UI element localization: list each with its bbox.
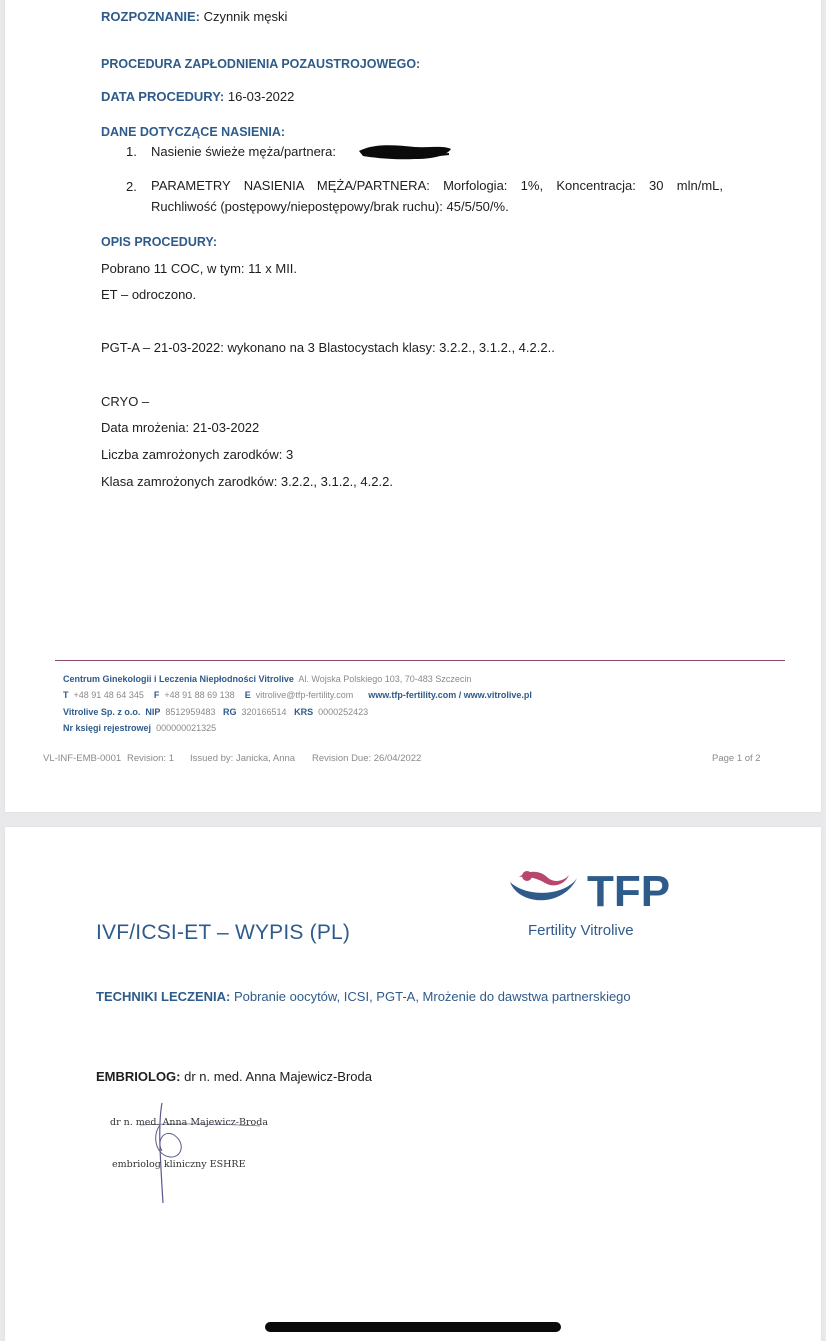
- description-line: Liczba zamrożonych zarodków: 3: [101, 447, 294, 462]
- footer-nip-label: NIP: [145, 707, 161, 717]
- footer-line-3: [63, 706, 368, 718]
- page-number: Page 1 of 2: [712, 753, 761, 764]
- document-revision-due: Revision Due: 26/04/2022: [312, 753, 422, 764]
- semen-heading: DANE DOTYCZĄCE NASIENIA:: [101, 125, 286, 139]
- footer-rg-label: RG: [222, 707, 237, 717]
- document-page-1: [5, 0, 821, 812]
- footer-company: Vitrolive Sp. z o.o.: [63, 707, 141, 717]
- redaction-scribble: [355, 141, 455, 163]
- document-id: VL-INF-EMB-0001: [43, 753, 122, 764]
- footer-line-1: [63, 673, 471, 685]
- footer-phone: +48 91 48 64 345: [73, 690, 144, 700]
- logo-wordmark: TFP: [587, 867, 671, 916]
- embryologist-name: dr n. med. Anna Majewicz-Broda: [180, 1069, 372, 1084]
- embryologist-line: [96, 1069, 372, 1085]
- document-title: IVF/ICSI-ET – WYPIS (PL): [96, 921, 351, 944]
- footer-register: 000000021325: [156, 723, 217, 733]
- stamp-title: embriolog kliniczny ESHRE: [112, 1159, 246, 1170]
- footer-fax: +48 91 88 69 138: [164, 690, 235, 700]
- list-item: PARAMETRY NASIENIA MĘŻA/PARTNERA: Morfologia: 1%, Koncentracja: 30 mln/mL, Ruchliwość (postępowy/niepostępowy/brak ruchu): 45/5/50/%.: [151, 178, 723, 214]
- footer-divider: [55, 660, 785, 661]
- description-line: Klasa zamrożonych zarodków: 3.2.2., 3.1.2., 4.2.2.: [101, 474, 393, 489]
- procedure-date-label: DATA PROCEDURY:: [101, 89, 225, 104]
- footer-phone-label: T: [63, 690, 69, 700]
- footer-email[interactable]: vitrolive@tfp-fertility.com: [255, 690, 354, 700]
- footer-register-label: Nr księgi rejestrowej: [63, 723, 152, 733]
- footer-line-4: [63, 722, 216, 734]
- procedure-date-value: 16-03-2022: [224, 89, 295, 104]
- diagnosis-line: [101, 9, 287, 25]
- procedure-heading: PROCEDURA ZAPŁODNIENIA POZAUSTROJOWEGO:: [101, 57, 421, 71]
- description-heading: OPIS PROCEDURY:: [101, 235, 217, 249]
- techniques-value: Pobranie oocytów, ICSI, PGT-A, Mrożenie do dawstwa partnerskiego: [230, 989, 631, 1004]
- footer-address: Al. Wojska Polskiego 103, 70-483 Szczecin: [298, 674, 472, 684]
- diagnosis-label: ROZPOZNANIE:: [101, 9, 200, 24]
- document-revision: Revision: 1: [127, 753, 174, 764]
- techniques-line: [96, 989, 631, 1005]
- footer-email-label: E: [244, 690, 251, 700]
- procedure-date-line: [101, 89, 294, 105]
- document-issued-by: Issued by: Janicka, Anna: [190, 753, 296, 764]
- embryologist-label: EMBRIOLOG:: [96, 1069, 181, 1084]
- home-indicator[interactable]: [265, 1322, 561, 1332]
- footer-nip: 8512959483: [165, 707, 216, 717]
- diagnosis-value: Czynnik męski: [199, 9, 288, 24]
- footer-websites[interactable]: www.tfp-fertility.com / www.vitrolive.pl: [368, 690, 532, 700]
- footer-line-2: [63, 689, 532, 701]
- footer-fax-label: F: [153, 690, 160, 700]
- description-line: ET – odroczono.: [101, 287, 197, 302]
- description-line: Pobrano 11 COC, w tym: 11 x MII.: [101, 261, 298, 276]
- footer-clinic-name: Centrum Ginekologii i Leczenia Niepłodności Vitrolive: [63, 674, 294, 684]
- description-line: CRYO –: [101, 394, 150, 409]
- description-line: Data mrożenia: 21-03-2022: [101, 420, 260, 435]
- footer-krs-label: KRS: [294, 707, 314, 717]
- footer-krs: 0000252423: [318, 707, 369, 717]
- signature-stamp: [100, 1095, 300, 1210]
- stamp-name: dr n. med. Anna Majewicz-Broda: [110, 1117, 268, 1128]
- list-item-number: 1.: [126, 144, 137, 159]
- list-item: Nasienie świeże męża/partnera:: [151, 144, 336, 159]
- footer-rg: 320166514: [241, 707, 287, 717]
- list-item-number: 2.: [126, 179, 137, 194]
- techniques-label: TECHNIKI LECZENIA:: [96, 989, 231, 1004]
- description-line: PGT-A – 21-03-2022: wykonano na 3 Blastocystach klasy: 3.2.2., 3.1.2., 4.2.2..: [101, 340, 555, 355]
- logo-subtitle: Fertility Vitrolive: [528, 922, 634, 939]
